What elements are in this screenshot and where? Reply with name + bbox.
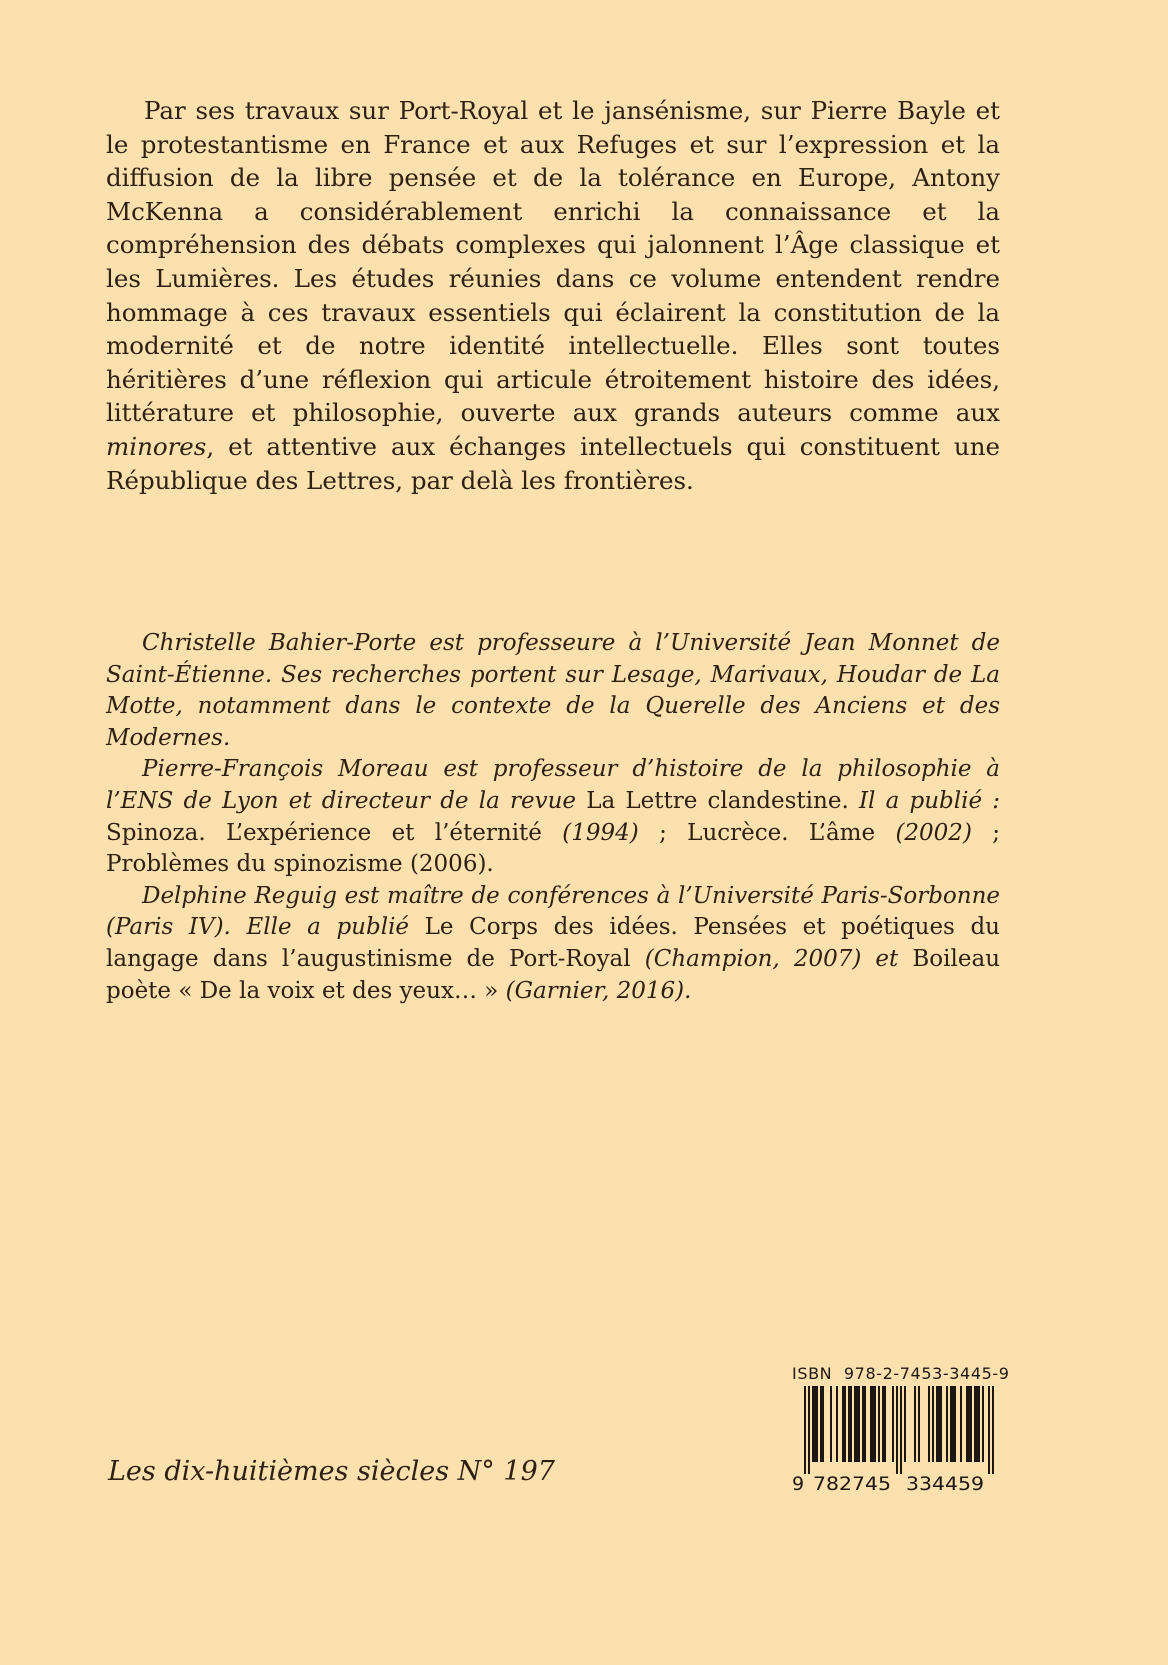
barcode-bar [928,1386,930,1462]
barcode-bar [862,1386,864,1462]
barcode-bar [878,1386,880,1462]
barcode-bar [918,1386,920,1462]
text-segment: ; Problèmes du spinozisme (2006). [106,819,1001,878]
barcode-bar [954,1386,956,1462]
text-segment: (1994) [562,819,639,846]
text-segment: Pierre-François Moreau est professeur d’histoire de la philosophie à l’ENS de Lyon et directeur de la revue [106,756,1000,814]
barcode-bar [804,1386,806,1474]
text-segment: Spinoza. L’expérience et l’éternité [106,819,563,846]
barcode-bar [914,1386,916,1462]
barcode-bar [968,1386,970,1462]
text-segment: Boileau poète « De la voix et des yeux… » [106,945,1001,1004]
text-segment: Le Corps des idées. Pensées et poétiques du langage dans l’augustinisme de Port-Royal [106,914,1000,972]
ean-barcode [792,1386,996,1492]
barcode-bar [960,1386,962,1462]
barcode-bar [842,1386,844,1462]
text-segment: minores [106,431,207,461]
barcode-bar [864,1386,866,1462]
barcode-bar [844,1386,846,1462]
barcode-digits: 334459 [906,1473,984,1492]
barcode-bar [870,1386,872,1462]
barcode-bar [904,1386,906,1462]
barcode-bar [816,1386,818,1462]
text-segment: Christelle Bahier-Porte est professeure à l’Université Jean Monnet de Saint-Étienne. Ses recherches portent sur Lesage, Marivaux, Houdar de La Motte, notamment dans le contexte de la Querelle des Anciens et des Modernes. [106,630,1000,751]
barcode-bar [946,1386,948,1462]
text-segment: La Lettre clandestine. [586,787,859,814]
barcode-bar [822,1386,824,1462]
barcode-bar [856,1386,858,1462]
bio-paragraph-bahier-porte [106,628,1000,754]
isbn-text: ISBN 978-2-7453-3445-9 [792,1364,1010,1383]
barcode-digits: 782745 [813,1473,891,1492]
barcode-bar [848,1386,850,1462]
barcode-bar [872,1386,874,1462]
text-segment: Par ses travaux sur Port-Royal et le jansénisme, sur Pierre Bayle et le protestantisme en France et aux Refuges et sur l’expression et la diffusion de la libre pensée et de la tolérance en Europe, Antony McKenna a considérablement enrichi la connaissance et la compréhension des débats complexes qui jalonnent l’Âge classique et les Lumières. Les études réunies dans ce volume entendent rendre hommage à ces travaux essentiels qui éclairent la constitution de la modernité et de notre identité intellectuelle. Elles sont toutes héritières d’une réflexion qui articule étroitement histoire des idées, littérature et philosophie, ouverte aux grands auteurs comme aux [106,96,1000,428]
text-segment: Il a publié : [858,787,1000,814]
bio-paragraph-moreau [106,754,1000,880]
barcode-bar [966,1386,968,1462]
barcode-bar [970,1386,972,1462]
barcode-bar [992,1386,994,1474]
author-bios [106,628,1000,1007]
back-cover-blurb [106,94,1000,497]
barcode-bar [830,1386,832,1462]
barcode-bar [988,1386,990,1474]
barcode-bar [882,1386,884,1462]
barcode-bar [976,1386,978,1462]
barcode-bar [974,1386,976,1462]
barcode-bar [858,1386,860,1462]
text-segment: , et attentive aux échanges intellectuels qui constituent une République des Lettres, par delà les frontières. [106,431,1000,495]
barcode-bar [896,1386,898,1474]
barcode-bar [940,1386,942,1462]
barcode-bar [932,1386,934,1462]
text-segment: ; Lucrèce. L’âme [638,819,896,846]
barcode-bar [812,1386,814,1462]
bio-paragraph-reguig [106,881,1000,1007]
barcode-block [792,1364,1010,1492]
barcode-bar [950,1386,952,1462]
blurb-paragraph [106,94,1000,497]
barcode-bar [874,1386,876,1462]
barcode-bar [936,1386,938,1462]
barcode-bar [982,1386,984,1462]
barcode-bar [854,1386,856,1462]
barcode-bar [900,1386,902,1474]
text-segment: (Garnier, 2016). [505,977,692,1004]
barcode-bar [850,1386,852,1462]
barcode-bar [938,1386,940,1462]
text-segment: (Champion, 2007) et [644,945,913,972]
barcode-bar [814,1386,816,1462]
barcode-digits: 9 [792,1473,805,1492]
barcode-bar [978,1386,980,1462]
barcode-bar [820,1386,822,1462]
barcode-bar [884,1386,886,1462]
barcode-bar [808,1386,810,1474]
barcode-bar [892,1386,894,1462]
barcode-bar [952,1386,954,1462]
text-segment: Delphine Reguig est maître de conférences à l’Université Paris-Sorbonne (Paris IV). Elle a publié [106,882,1000,941]
barcode-bar [836,1386,838,1462]
collection-label: Les dix-huitièmes siècles N° 197 [108,1456,555,1487]
text-segment: (2002) [895,819,972,846]
